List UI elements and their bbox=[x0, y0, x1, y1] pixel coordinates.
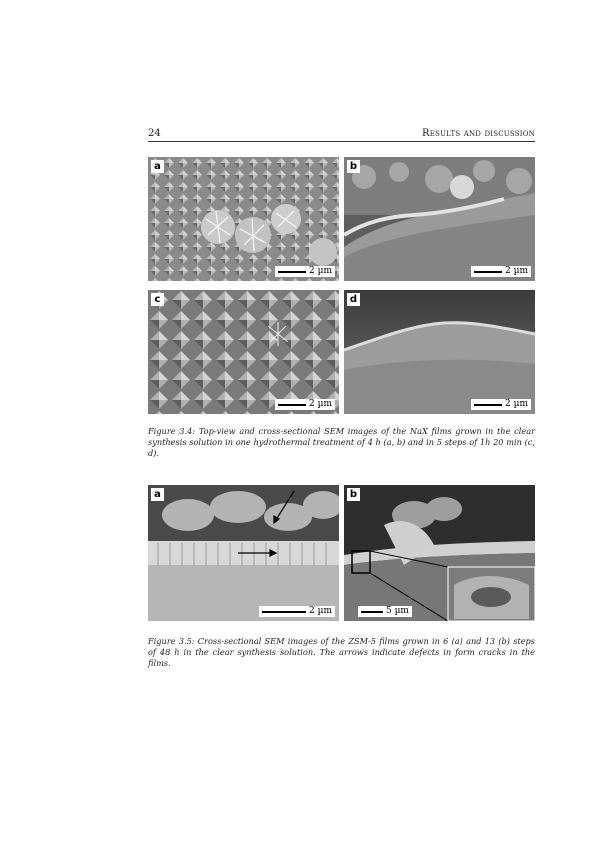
running-title: Results and discussion bbox=[422, 128, 535, 139]
scale-bar-label: 2 µm bbox=[505, 399, 528, 409]
sem-image-3-4d bbox=[344, 290, 535, 414]
scale-bar-label: 2 µm bbox=[309, 606, 332, 616]
panel-label: a bbox=[151, 488, 164, 501]
sem-image-3-5b bbox=[344, 485, 535, 621]
panel-label: b bbox=[347, 488, 360, 501]
scale-bar-label: 2 µm bbox=[505, 266, 528, 276]
panel-label: d bbox=[347, 293, 360, 306]
panel-label: a bbox=[151, 160, 164, 173]
running-header bbox=[148, 128, 535, 142]
scale-bar-line bbox=[262, 611, 306, 613]
scale-bar bbox=[275, 266, 335, 277]
page-number: 24 bbox=[148, 128, 161, 139]
scale-bar bbox=[471, 266, 531, 277]
scale-bar-line bbox=[278, 271, 306, 273]
sem-image-3-5a bbox=[148, 485, 339, 621]
scale-bar-line bbox=[278, 404, 306, 406]
scale-bar bbox=[275, 399, 335, 410]
sem-image-3-4b bbox=[344, 157, 535, 281]
scale-bar-line bbox=[474, 271, 502, 273]
panel-label: c bbox=[151, 293, 164, 306]
scale-bar bbox=[358, 606, 412, 617]
panel-label: b bbox=[347, 160, 360, 173]
scale-bar bbox=[471, 399, 531, 410]
figure-3-4-caption: Figure 3.4: Top-view and cross-sectional SEM images of the NaX films grown in the clear synthesis solution in one hydrothermal treatment of 4 h (a, b) and in 5 steps of 1h 20 min (c, d). bbox=[148, 426, 535, 458]
scale-bar-line bbox=[474, 404, 502, 406]
sem-image-3-4a bbox=[148, 157, 339, 281]
scale-bar-label: 2 µm bbox=[309, 399, 332, 409]
sem-image-3-4c bbox=[148, 290, 339, 414]
scale-bar-line bbox=[361, 611, 383, 613]
scale-bar-label: 5 µm bbox=[386, 606, 409, 616]
scale-bar-label: 2 µm bbox=[309, 266, 332, 276]
figure-3-5-caption: Figure 3.5: Cross-sectional SEM images of the ZSM-5 films grown in 6 (a) and 13 (b) steps of 48 h in the clear synthesis solution. The arrows indicate defects in form cracks in the films. bbox=[148, 636, 535, 668]
scale-bar bbox=[259, 606, 335, 617]
